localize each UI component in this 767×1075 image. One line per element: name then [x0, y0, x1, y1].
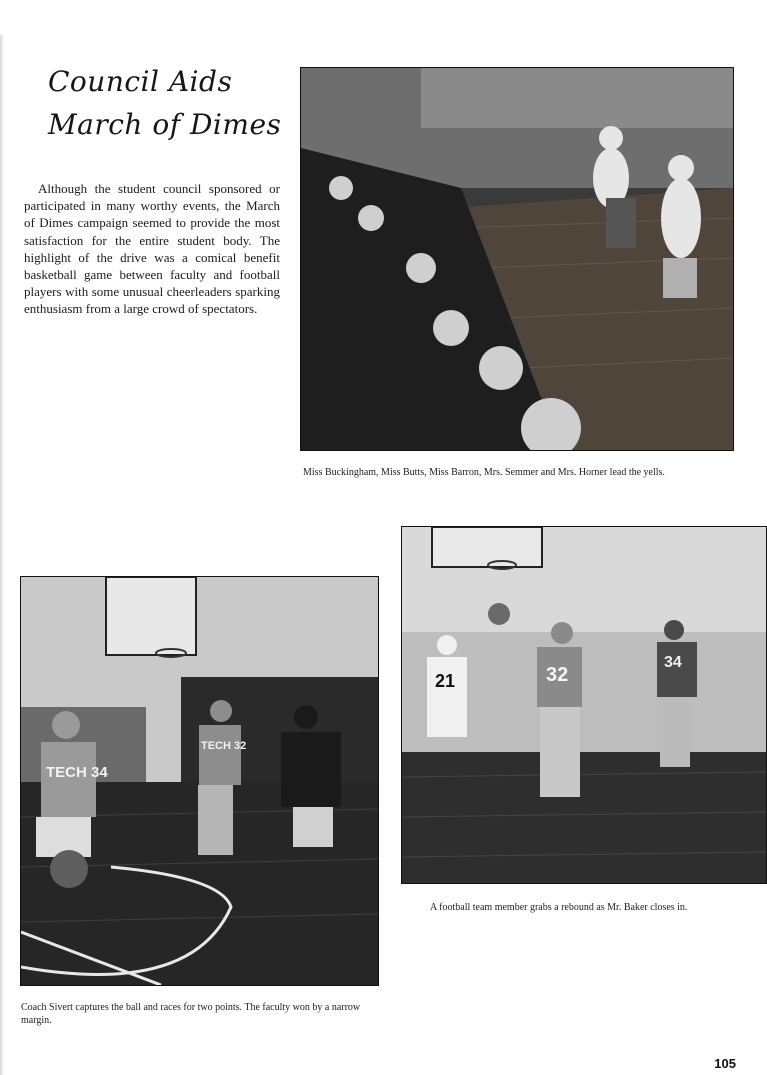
- jersey-21: 21: [435, 671, 456, 691]
- rebound-caption: A football team member grabs a rebound as Mr. Baker closes in.: [430, 902, 688, 913]
- rebound-photo-art: [402, 527, 766, 883]
- page-title: [48, 60, 288, 146]
- jersey-32: 32: [546, 664, 569, 686]
- jersey-tech-34: TECH 34: [46, 764, 108, 781]
- page-edge-shadow: [0, 35, 4, 1075]
- cheerleaders-photo-art: [301, 68, 733, 450]
- coach-sivert-photo-art: [21, 577, 378, 985]
- coach-sivert-caption: Coach Sivert captures the ball and races for two points. The faculty won by a narrow margin.: [21, 1002, 361, 1026]
- title-line-2: March of Dimes: [48, 108, 282, 141]
- title-line-1: Council Aids: [48, 65, 233, 98]
- cheerleaders-photo: [300, 67, 734, 451]
- rebound-photo: [401, 526, 767, 884]
- cheerleaders-caption: Miss Buckingham, Miss Butts, Miss Barron, Mrs. Semmer and Mrs. Horner lead the yells.: [303, 467, 665, 478]
- page-number: 105: [714, 1056, 736, 1071]
- jersey-34: 34: [664, 654, 682, 671]
- jersey-tech-32: TECH 32: [201, 740, 247, 752]
- coach-sivert-photo: [20, 576, 379, 986]
- article-body: Although the student council sponsored or participated in many worthy events, the March of Dimes campaign seemed to provide the most satisfaction for the entire student body. The highlight of the drive was a comical benefit basketball game between faculty and football players with some unusual cheerleaders sparking enthusiasm from a large crowd of spectators.: [24, 181, 280, 317]
